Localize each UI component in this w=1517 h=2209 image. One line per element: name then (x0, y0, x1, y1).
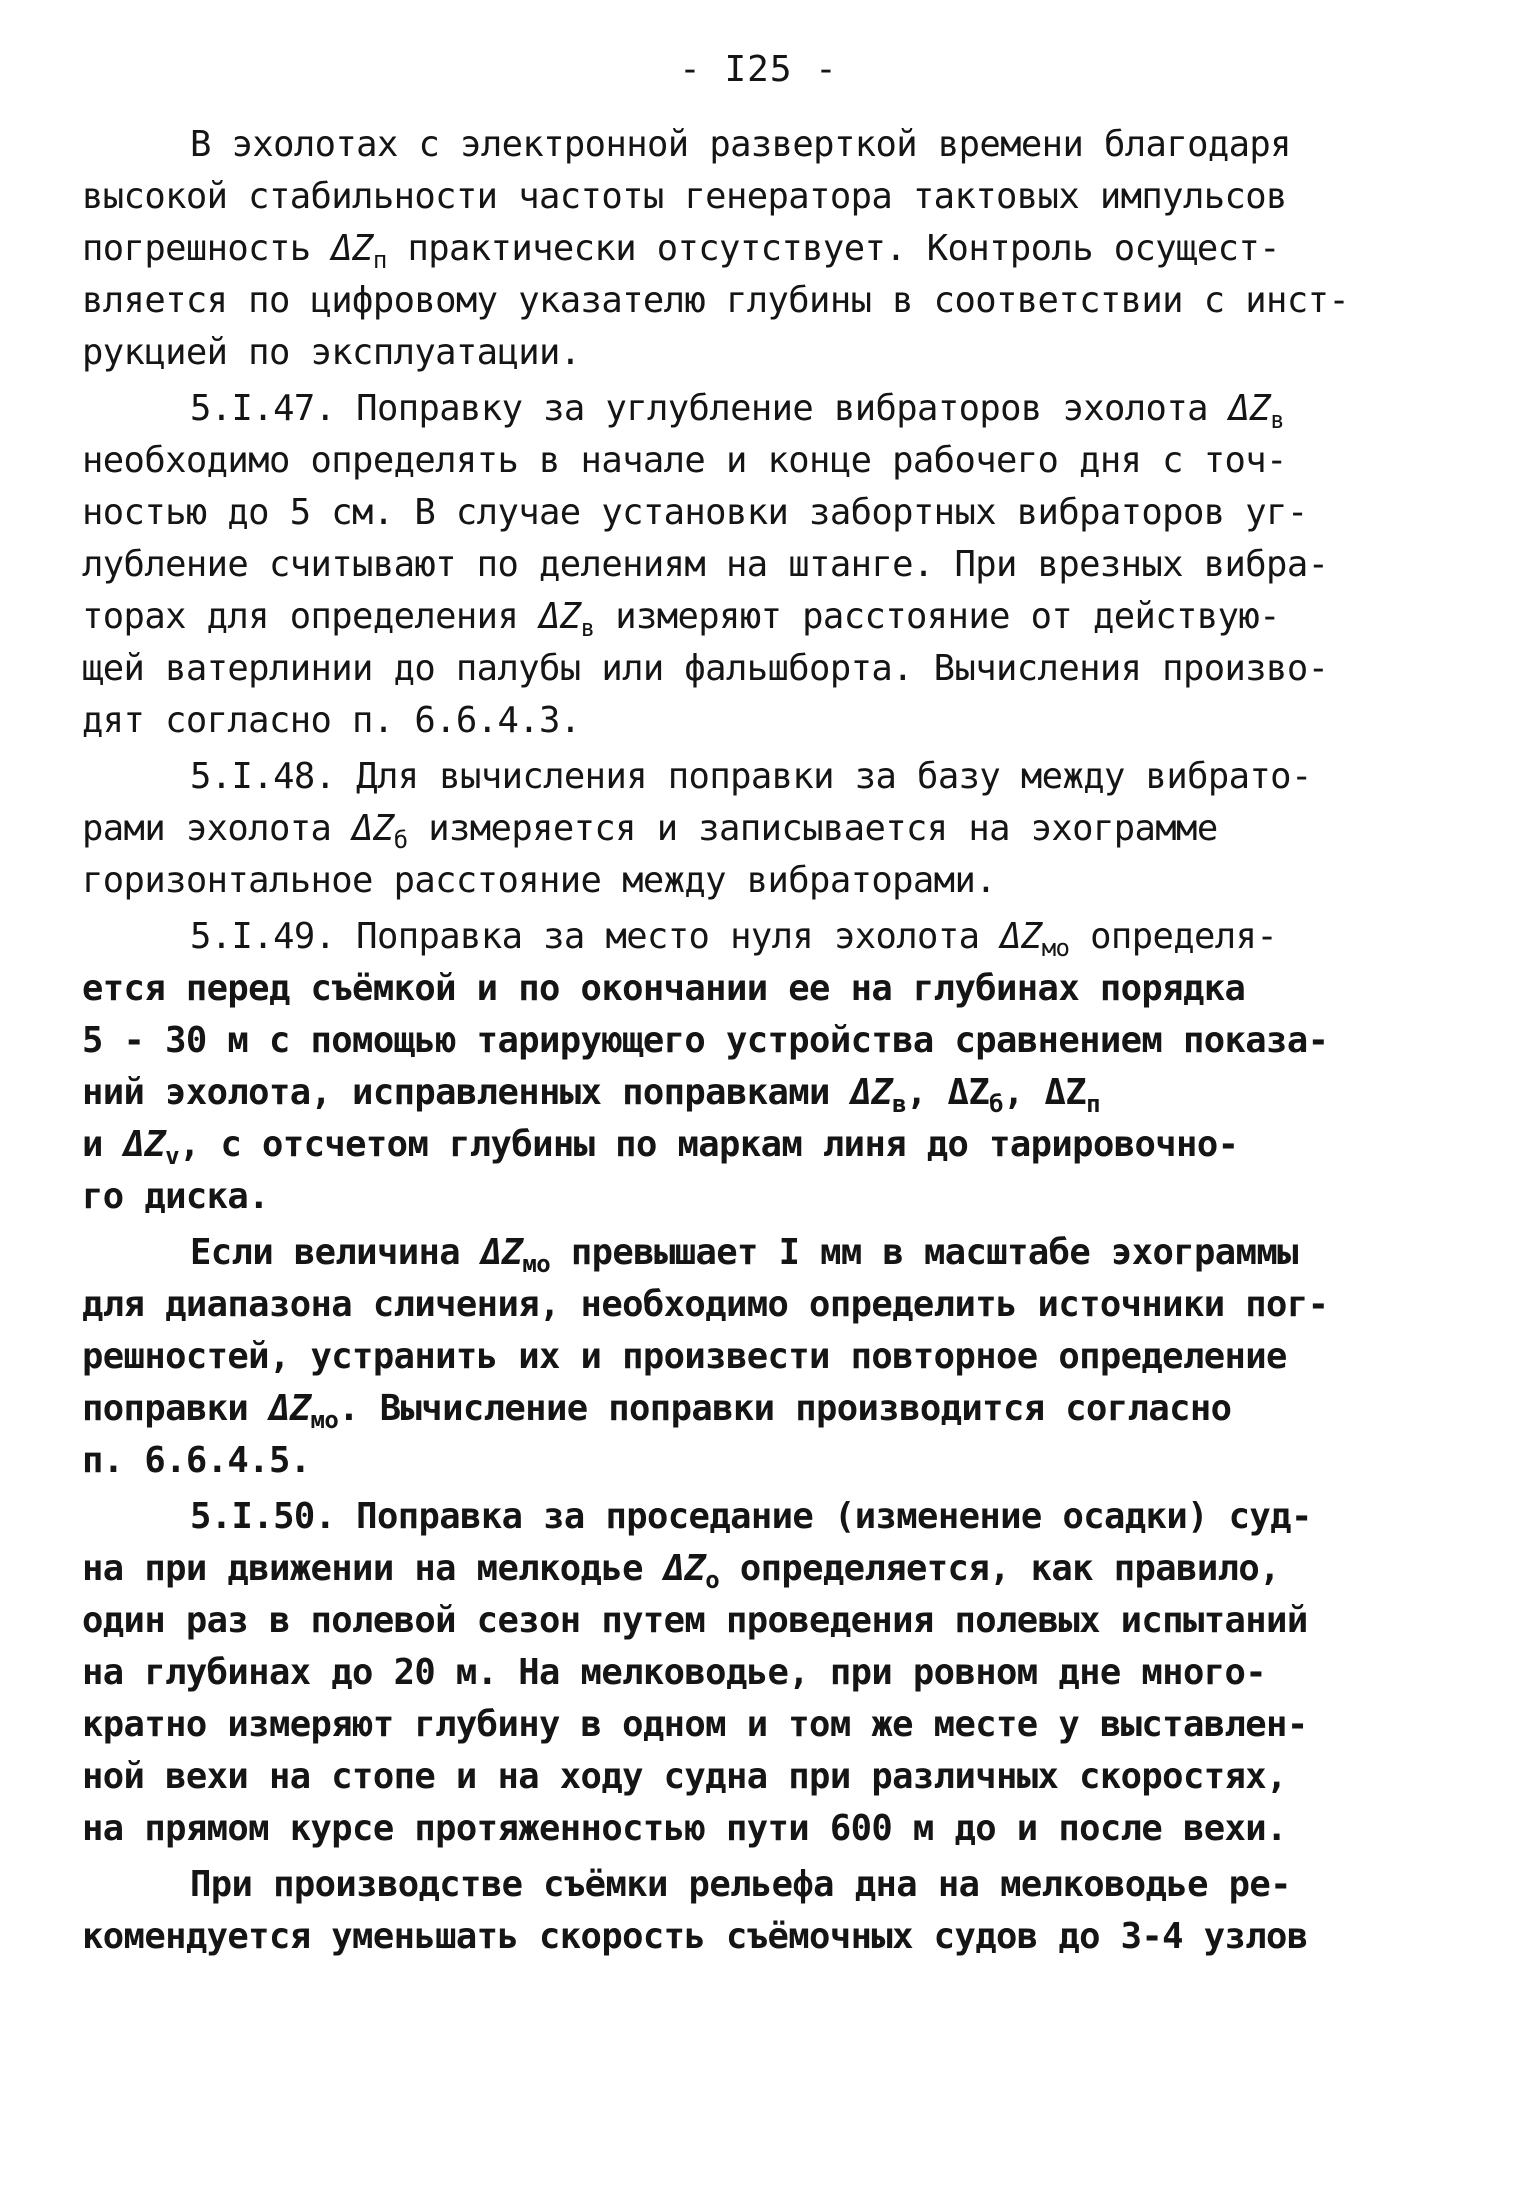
text-line (82, 1859, 1382, 1911)
text-line (82, 1383, 1382, 1435)
text-line (82, 1227, 1382, 1279)
correction-symbol: ΔZ (663, 1548, 706, 1589)
text-line (82, 1119, 1382, 1171)
line-text: щей ватерлинии до палубы или фальшборта. Вычисления произво- (82, 648, 1329, 689)
line-text: 5 - 30 м с помощью тарирующего устройства сравнением показа- (82, 1020, 1329, 1061)
text-line (82, 803, 1382, 855)
line-text: рукцией по эксплуатации. (82, 332, 581, 373)
text-line (82, 1435, 1382, 1487)
correction-symbol: ΔZ (1000, 916, 1042, 957)
text-line (82, 1067, 1382, 1119)
text-line (82, 855, 1382, 907)
correction-symbol: ΔZ (123, 1124, 166, 1165)
symbol-subscript: в (1270, 406, 1285, 434)
line-text: ностью до 5 см. В случае установки забортных вибраторов уг- (82, 492, 1308, 533)
symbol-subscript: мо (522, 1250, 551, 1278)
text-line (82, 435, 1382, 487)
text-line (82, 643, 1382, 695)
line-text: необходимо определять в начале и конце рабочего дня с точ- (82, 440, 1287, 481)
text-line (82, 1803, 1382, 1855)
text-line (82, 751, 1382, 803)
line-text: на прямом курсе протяженностью пути 600 м до и после вехи. (82, 1808, 1287, 1849)
line-text: высокой стабильности частоты генератора тактовых импульсов (82, 176, 1287, 217)
symbol-subscript: о (705, 1566, 720, 1594)
text-line (82, 223, 1382, 275)
line-text: лубление считывают по делениям на штанге. При врезных вибра- (82, 544, 1329, 585)
line-text: ной вехи на стопе и на ходу судна при различных скоростях, (82, 1756, 1287, 1797)
line-text: , ΔZ (906, 1072, 990, 1113)
correction-symbol: ΔZ (480, 1232, 523, 1273)
text-line (82, 1015, 1382, 1067)
line-text: измеряется и записывается на эхограмме (407, 808, 1218, 849)
line-text: дят согласно п. 6.6.4.3. (82, 700, 581, 741)
text-line (82, 911, 1382, 963)
correction-symbol: ΔZ (1228, 388, 1271, 429)
text-line (82, 275, 1382, 327)
symbol-subscript: v (165, 1142, 179, 1170)
text-line (82, 1491, 1382, 1543)
line-text: и (82, 1124, 124, 1165)
text-line (82, 539, 1382, 591)
text-line (82, 1595, 1382, 1647)
text-line (82, 1911, 1382, 1963)
line-text: измеряют расстояние от действую- (594, 596, 1280, 637)
correction-symbol: ΔZ (850, 1072, 893, 1113)
correction-symbol: ΔZ (331, 228, 373, 269)
line-text: на при движении на мелкодье (82, 1548, 664, 1589)
text-line (82, 963, 1382, 1015)
line-text: го диска. (82, 1176, 269, 1217)
text-line (82, 119, 1382, 171)
symbol-subscript: в (892, 1090, 907, 1118)
line-text: , с отсчетом глубины по маркам линя до тарировочно- (178, 1124, 1239, 1165)
line-text: 5.I.49. Поправка за место нуля эхолота (190, 916, 1001, 957)
line-text: определя- (1069, 916, 1278, 957)
line-text: на глубинах до 20 м. На мелководье, при ровном дне много- (82, 1652, 1267, 1693)
line-text: кратно измеряют глубину в одном и том же месте у выставлен- (82, 1704, 1308, 1745)
text-line (82, 591, 1382, 643)
page-number: - I25 - (679, 49, 838, 90)
body-text (82, 119, 1382, 1963)
line-text: рами эхолота (82, 808, 353, 849)
line-text: В эхолотах с электронной разверткой времени благодаря (190, 124, 1291, 165)
line-text: 5.I.50. Поправка за проседание (изменение осадки) суд- (190, 1496, 1312, 1537)
line-text: 5.I.48. Для вычисления поправки за базу между вибрато- (190, 756, 1312, 797)
text-line (82, 1647, 1382, 1699)
line-text: . Вычисление поправки производится согласно (338, 1388, 1232, 1429)
line-text: практически отсутствует. Контроль осущест- (386, 228, 1280, 269)
line-text: При производстве съёмки рельефа дна на мелководье ре- (190, 1864, 1291, 1905)
text-line (82, 1171, 1382, 1223)
line-text: торах для определения (82, 596, 540, 637)
symbol-subscript: б (393, 826, 408, 854)
line-text: решностей, устранить их и произвести повторное определение (82, 1336, 1287, 1377)
correction-symbol: ΔZ (352, 808, 394, 849)
line-text: , ΔZ (1002, 1072, 1087, 1113)
text-line (82, 1751, 1382, 1803)
text-line (82, 487, 1382, 539)
text-line (82, 171, 1382, 223)
correction-symbol: ΔZ (539, 596, 581, 637)
line-text: для диапазона сличения, необходимо определить источники пог- (82, 1284, 1329, 1325)
symbol-subscript: мо (1041, 934, 1070, 962)
line-text: вляется по цифровому указателю глубины в соответствии с инст- (82, 280, 1350, 321)
line-text: комендуется уменьшать скорость съёмочных судов до 3-4 узлов (82, 1916, 1308, 1957)
text-line (82, 1279, 1382, 1331)
line-text: 5.I.47. Поправку за углубление вибраторов эхолота (190, 388, 1229, 429)
symbol-subscript: п (1086, 1090, 1100, 1118)
correction-symbol: ΔZ (268, 1388, 311, 1429)
symbol-subscript: б (989, 1090, 1003, 1118)
line-text: превышает I мм в масштабе эхограммы (550, 1232, 1298, 1273)
line-text: п. 6.6.4.5. (82, 1440, 311, 1481)
line-text: горизонтальное расстояние между вибраторами. (82, 860, 997, 901)
text-line (82, 1543, 1382, 1595)
line-text: ется перед съёмкой и по окончании ее на глубинах порядка (82, 968, 1246, 1009)
symbol-subscript: п (372, 246, 387, 274)
line-text: определяется, как правило, (719, 1548, 1280, 1589)
symbol-subscript: мо (310, 1406, 339, 1434)
text-line (82, 383, 1382, 435)
line-text: поправки (82, 1388, 269, 1429)
line-text: Если величина (190, 1232, 481, 1273)
line-text: погрешность (82, 228, 332, 269)
text-line (82, 1331, 1382, 1383)
line-text: один раз в полевой сезон путем проведения полевых испытаний (82, 1600, 1308, 1641)
text-line (82, 327, 1382, 379)
symbol-subscript: в (580, 614, 595, 642)
text-line (82, 1699, 1382, 1751)
line-text: ний эхолота, исправленных поправками (82, 1072, 851, 1113)
text-line (82, 695, 1382, 747)
